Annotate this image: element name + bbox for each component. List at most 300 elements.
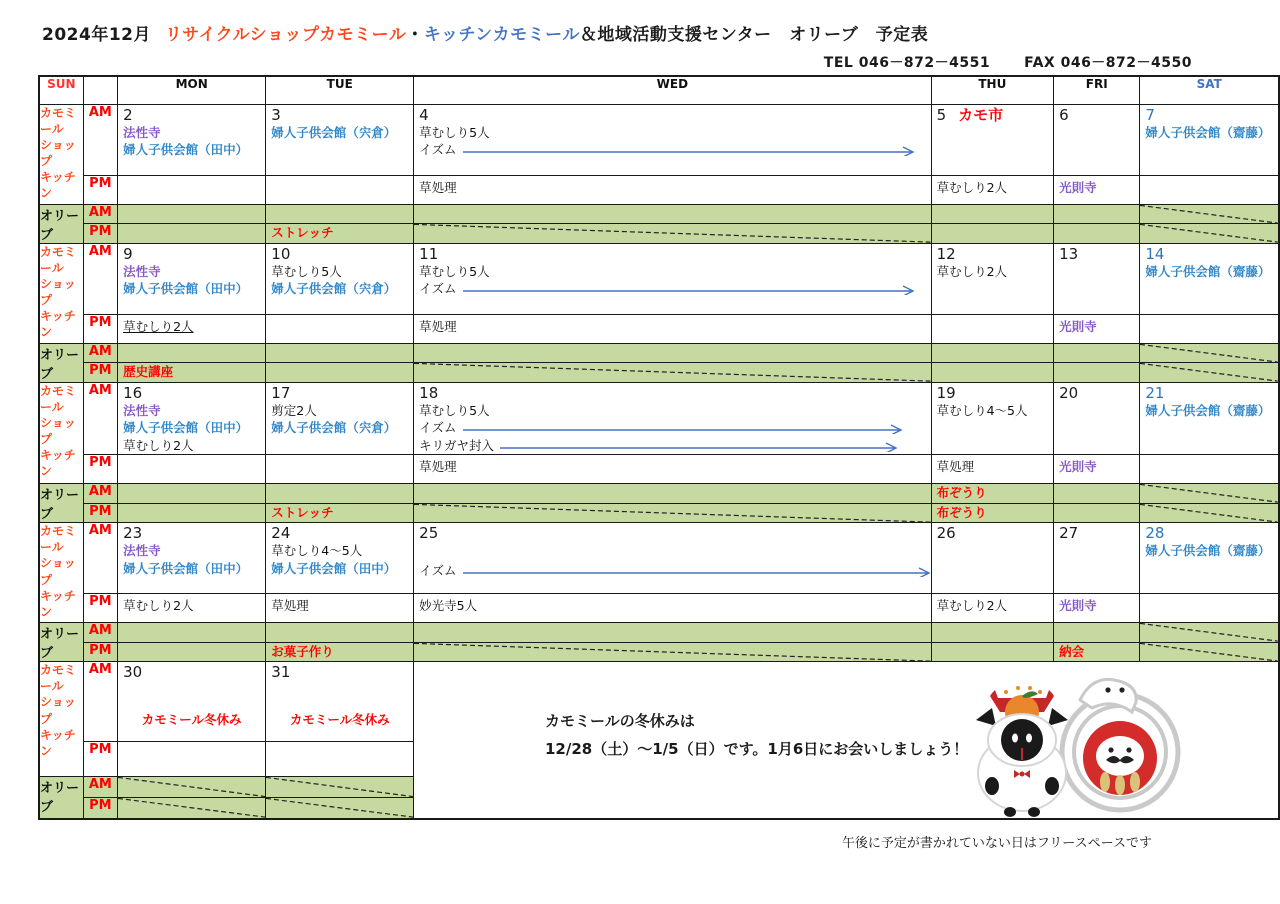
day-cell-pm [1140, 175, 1279, 204]
event-text: 剪定2人 [271, 402, 317, 418]
olive-cell [931, 503, 1054, 523]
row-label-olive: オリーブ [39, 484, 83, 523]
day-cell-am [266, 523, 414, 594]
event-text: 布ぞうり [936, 485, 987, 500]
event [118, 711, 265, 729]
event [932, 484, 1054, 502]
day-cell-am [414, 243, 931, 314]
day-number [266, 244, 413, 263]
event-text: イズム [419, 142, 457, 157]
event-text: 草むしり2人 [123, 598, 194, 613]
day-number-text: 16 [123, 383, 143, 402]
day-cell-am [266, 243, 414, 314]
day-number-text: 31 [271, 663, 291, 681]
event-text: 草むしり5人 [419, 263, 490, 279]
diagonal-line [1140, 504, 1278, 523]
olive-cell [1054, 204, 1140, 224]
pm-label: PM [83, 642, 117, 662]
olive-cell [414, 642, 931, 662]
event [118, 280, 265, 298]
am-label: AM [83, 104, 117, 175]
am-label: AM [83, 662, 117, 742]
diagonal-line [1140, 224, 1278, 243]
event-text: 草処理 [271, 598, 309, 613]
continuation-arrow [463, 565, 931, 577]
day-cell-pm [266, 742, 414, 777]
day-number [932, 523, 1054, 542]
pm-label: PM [83, 175, 117, 204]
day-number-text: 30 [123, 663, 143, 681]
event [414, 318, 930, 336]
day-cell-am [266, 104, 414, 175]
day-cell-pm [1054, 314, 1140, 343]
olive-cell [1054, 642, 1140, 662]
pm-label: PM [83, 314, 117, 343]
contact-line [824, 52, 1192, 72]
olive-cell [266, 503, 414, 523]
diagonal-line [1140, 484, 1278, 503]
event [266, 402, 413, 420]
olive-cell [266, 204, 414, 224]
day-cell-am [414, 104, 931, 175]
row-label-olive: オリーブ [39, 204, 83, 243]
event [266, 504, 413, 522]
event-text: 草むしり4～5人 [936, 402, 1028, 418]
olive-cell [414, 343, 931, 363]
event-text: 草処理 [419, 459, 457, 474]
pm-label: PM [83, 363, 117, 383]
week-pm-row [39, 175, 1279, 204]
day-number-text: 13 [1059, 244, 1079, 263]
day-cell-pm [414, 594, 931, 623]
event [118, 419, 265, 437]
olive-pm-row [39, 642, 1279, 662]
row-label-line: ショップ [40, 695, 76, 726]
day-number-text: 26 [936, 524, 956, 542]
event-text: 婦人子供会館（宍倉） [271, 420, 397, 435]
event-text: 草むしり2人 [123, 318, 194, 334]
title-shop-name: リサイクルショップカモミール [164, 25, 407, 45]
winter-break-line1: カモミールの冬休みは [545, 712, 695, 730]
week-am-row [39, 243, 1279, 314]
event [414, 280, 930, 298]
day-note: カモ市 [958, 105, 1004, 124]
event [414, 141, 930, 159]
olive-cell [414, 204, 931, 224]
row-label-line: カモミール [40, 663, 77, 694]
day-cell-am [118, 523, 266, 594]
continuation-arrow [500, 440, 898, 452]
olive-cell [1054, 503, 1140, 523]
event [118, 363, 265, 381]
day-cell-am [266, 662, 414, 742]
winter-break-line2: 12/28（土）～1/5（日）です。1月6日にお会いしましょう！ [545, 739, 969, 758]
olive-cell [1140, 623, 1279, 643]
olive-cell [1054, 224, 1140, 244]
day-number [1140, 105, 1278, 124]
event-text: お菓子作り [271, 643, 334, 659]
day-number [118, 383, 265, 402]
event [266, 124, 413, 142]
day-number-text: 17 [271, 383, 291, 402]
row-label-line: ショップ [40, 556, 76, 587]
event-text: 光則寺 [1059, 318, 1097, 334]
event-text: 草むしり2人 [123, 437, 194, 453]
diagonal-line [1140, 363, 1278, 382]
event-text: 草処理 [419, 179, 457, 195]
day-cell-pm [931, 175, 1054, 204]
day-number [414, 105, 930, 124]
row-label-line: ショップ [40, 276, 76, 308]
day-cell-am [931, 243, 1054, 314]
diagonal-line [414, 643, 930, 662]
fax-number: FAX 046－872－4550 [1024, 55, 1192, 71]
event-text: イズム [419, 281, 457, 296]
day-number-text: 10 [271, 244, 291, 263]
event-text: 妙光寺5人 [419, 598, 478, 613]
diagonal-line [266, 777, 413, 797]
day-number-text: 19 [936, 383, 956, 402]
column-header-blank [83, 76, 117, 104]
olive-cell [1140, 642, 1279, 662]
event [414, 124, 930, 142]
day-number [1054, 523, 1139, 542]
day-cell-pm [1054, 455, 1140, 484]
diagonal-line [118, 798, 265, 818]
event [932, 597, 1054, 615]
day-number [932, 383, 1054, 402]
olive-cell [118, 798, 266, 819]
header-row [39, 76, 1279, 104]
olive-am-row [39, 623, 1279, 643]
pm-label: PM [83, 503, 117, 523]
event [118, 141, 265, 159]
olive-pm-row [39, 224, 1279, 244]
day-cell-am [1140, 243, 1279, 314]
event-text: 法性寺 [123, 263, 161, 279]
event-text: 婦人子供会館（田中） [123, 281, 249, 296]
day-number-text: 21 [1145, 383, 1165, 402]
event [1054, 597, 1139, 615]
diagonal-line [1140, 344, 1278, 363]
am-label: AM [83, 623, 117, 643]
olive-cell [118, 484, 266, 504]
olive-cell [1054, 343, 1140, 363]
tel-number: TEL 046－872－4551 [823, 55, 991, 71]
day-number [118, 244, 265, 263]
day-number-text: 27 [1059, 524, 1079, 542]
column-header-sun: SUN [39, 76, 83, 104]
row-label-line: ショップ [40, 137, 76, 169]
event-text: 歴史講座 [123, 364, 174, 379]
day-number-text: 6 [1059, 105, 1069, 124]
title-kitchen-name: キッチンカモミール [423, 25, 580, 45]
event-text: 草むしり5人 [271, 263, 342, 279]
new-year-illustration [962, 668, 1194, 818]
row-label-olive: オリーブ [39, 777, 83, 819]
title-month: 2024年12月 [42, 25, 151, 45]
day-cell-pm [266, 314, 414, 343]
row-label-chamomile [39, 382, 83, 484]
olive-cell [1054, 623, 1140, 643]
olive-cell [266, 642, 414, 662]
event [266, 643, 413, 661]
am-label: AM [83, 343, 117, 363]
event [414, 437, 930, 455]
footer-note: 午後に予定が書かれていない日はフリースペースです [841, 836, 1152, 851]
day-cell-am [118, 662, 266, 742]
olive-cell [266, 363, 414, 383]
event-text: 婦人子供会館（齋藤） [1145, 263, 1271, 279]
day-number-text: 14 [1145, 244, 1165, 263]
week-pm-row [39, 594, 1279, 623]
event-text: 婦人子供会館（齋藤） [1145, 402, 1271, 418]
row-label-chamomile [39, 243, 83, 343]
event [1140, 542, 1278, 560]
day-number [1140, 244, 1278, 263]
column-header-wed: WED [414, 76, 931, 104]
event-text: 草むしり5人 [419, 402, 490, 418]
day-number [1054, 244, 1139, 263]
day-cell-pm [1140, 455, 1279, 484]
day-cell-am [1054, 104, 1140, 175]
olive-am-row [39, 343, 1279, 363]
day-cell-pm [118, 594, 266, 623]
day-number-text: 25 [419, 524, 439, 542]
event-text: 婦人子供会館（田中） [123, 142, 249, 157]
event-text: ストレッチ [271, 225, 334, 240]
event [266, 263, 413, 281]
continuation-arrow [463, 283, 915, 295]
day-number [118, 662, 265, 681]
event [932, 402, 1054, 420]
day-number [932, 244, 1054, 263]
olive-cell [931, 623, 1054, 643]
event [118, 318, 265, 336]
day-number [1054, 383, 1139, 402]
day-number-text: 12 [936, 244, 956, 263]
day-cell-pm [414, 314, 931, 343]
row-label-line: キッチン [40, 727, 76, 758]
day-number-text: 7 [1145, 105, 1155, 124]
pm-label: PM [83, 455, 117, 484]
event [118, 597, 265, 615]
row-label-line: カモミール [40, 383, 77, 414]
day-cell-am [118, 382, 266, 455]
am-label: AM [83, 243, 117, 314]
title-dot: ・ [406, 25, 424, 45]
diagonal-line [1140, 205, 1278, 224]
olive-cell [931, 224, 1054, 244]
olive-cell [118, 503, 266, 523]
event [118, 263, 265, 281]
olive-cell [414, 224, 931, 244]
day-number [118, 105, 265, 124]
winter-break-message [545, 708, 968, 764]
row-label-chamomile [39, 523, 83, 623]
event [414, 402, 930, 420]
title-suffix: 予定表 [858, 25, 929, 45]
diagonal-line [118, 777, 265, 797]
pm-label: PM [83, 798, 117, 819]
olive-cell [1140, 204, 1279, 224]
olive-cell [1054, 363, 1140, 383]
olive-cell [266, 343, 414, 363]
day-cell-am [931, 382, 1054, 455]
day-cell-am [1054, 243, 1140, 314]
am-label: AM [83, 484, 117, 504]
day-cell-am [1140, 104, 1279, 175]
row-label-chamomile [39, 662, 83, 777]
day-cell-pm [931, 455, 1054, 484]
event [118, 124, 265, 142]
event [118, 437, 265, 455]
olive-cell [1140, 503, 1279, 523]
day-number-text: 24 [271, 524, 291, 542]
event-text: イズム [419, 420, 457, 435]
row-label-olive: オリーブ [39, 623, 83, 662]
day-number [266, 105, 413, 124]
sheep-mochi-icon [976, 681, 1068, 817]
day-cell-am [1054, 382, 1140, 455]
olive-cell [1140, 343, 1279, 363]
event [266, 597, 413, 615]
row-label-line: ショップ [40, 415, 76, 447]
day-cell-am [1054, 523, 1140, 594]
week-am-row [39, 104, 1279, 175]
event [414, 562, 930, 580]
olive-cell [931, 642, 1054, 662]
title-center-name: ＆地域活動支援センター オリーブ [579, 25, 859, 45]
day-cell-am [1140, 382, 1279, 455]
olive-cell [266, 798, 414, 819]
diagonal-line [1140, 643, 1278, 662]
event [266, 280, 413, 298]
olive-cell [118, 204, 266, 224]
day-number [266, 662, 413, 681]
olive-pm-row [39, 503, 1279, 523]
day-number-text: 28 [1145, 524, 1165, 542]
event [932, 263, 1054, 281]
page-title [42, 20, 928, 45]
day-cell-pm [414, 455, 931, 484]
week-pm-row [39, 314, 1279, 343]
day-number-text: 4 [419, 105, 429, 124]
am-label: AM [83, 382, 117, 455]
event [266, 224, 413, 242]
day-cell-am [266, 382, 414, 455]
week-am-row [39, 523, 1279, 594]
event [118, 560, 265, 578]
day-number [118, 523, 265, 542]
event-text: 草処理 [936, 459, 975, 474]
row-label-chamomile [39, 104, 83, 204]
event-text: 婦人子供会館（宍倉） [271, 281, 397, 296]
day-number [266, 523, 413, 542]
event-text: 草むしり2人 [936, 598, 1008, 613]
event-text: 婦人子供会館（田中） [271, 560, 397, 576]
day-cell-am [1140, 523, 1279, 594]
day-number [414, 523, 930, 542]
event-text: 婦人子供会館（田中） [123, 420, 249, 435]
am-label: AM [83, 777, 117, 798]
day-cell-pm [118, 455, 266, 484]
event [932, 504, 1054, 522]
day-cell-am [118, 104, 266, 175]
event-text: 草むしり5人 [419, 124, 490, 140]
event [118, 402, 265, 420]
row-label-line: キッチン [40, 448, 76, 479]
event [414, 597, 930, 615]
event-text: 婦人子供会館（田中） [123, 560, 249, 576]
continuation-arrow [463, 422, 903, 434]
olive-cell [1140, 484, 1279, 504]
event-text: イズム [419, 563, 457, 578]
pm-label: PM [83, 594, 117, 623]
day-cell-am [118, 243, 266, 314]
event [414, 263, 930, 281]
row-label-line: キッチン [40, 309, 76, 340]
event-text: 布ぞうり [936, 504, 987, 520]
day-cell-pm [266, 455, 414, 484]
olive-cell [414, 363, 931, 383]
event [1054, 458, 1139, 476]
day-number [1054, 105, 1139, 124]
day-cell-am [931, 104, 1054, 175]
row-label-line: カモミール [40, 105, 77, 136]
diagonal-line [266, 798, 413, 818]
row-label-line: カモミール [40, 244, 77, 275]
event [1054, 179, 1139, 197]
day-number [266, 383, 413, 402]
day-number [1140, 383, 1278, 402]
day-cell-pm [118, 742, 266, 777]
event [1140, 402, 1278, 420]
am-label: AM [83, 204, 117, 224]
olive-cell [118, 777, 266, 798]
olive-cell [266, 484, 414, 504]
day-cell-pm [1140, 314, 1279, 343]
event-text: カモミール冬休み [141, 712, 242, 727]
olive-cell [414, 484, 931, 504]
event [266, 542, 413, 560]
olive-cell [931, 484, 1054, 504]
olive-cell [118, 623, 266, 643]
event [1054, 643, 1139, 661]
day-cell-pm [266, 594, 414, 623]
event [414, 179, 930, 197]
day-number [1140, 523, 1278, 542]
olive-cell [266, 224, 414, 244]
event-text: 法性寺 [123, 402, 161, 418]
event-text: 婦人子供会館（宍倉） [271, 124, 397, 140]
event [932, 458, 1054, 476]
day-cell-am [931, 523, 1054, 594]
day-number-text: 11 [419, 244, 439, 263]
event-text: 光則寺 [1059, 459, 1097, 474]
olive-cell [1140, 224, 1279, 244]
olive-cell [1140, 363, 1279, 383]
diagonal-line [414, 504, 930, 523]
am-label: AM [83, 523, 117, 594]
day-number-text: 2 [123, 105, 133, 124]
olive-pm-row [39, 363, 1279, 383]
column-header-thu: THU [931, 76, 1054, 104]
column-header-mon: MON [118, 76, 266, 104]
diagonal-line [1140, 623, 1278, 642]
day-number-text: 20 [1059, 383, 1079, 402]
row-label-olive: オリーブ [39, 343, 83, 382]
